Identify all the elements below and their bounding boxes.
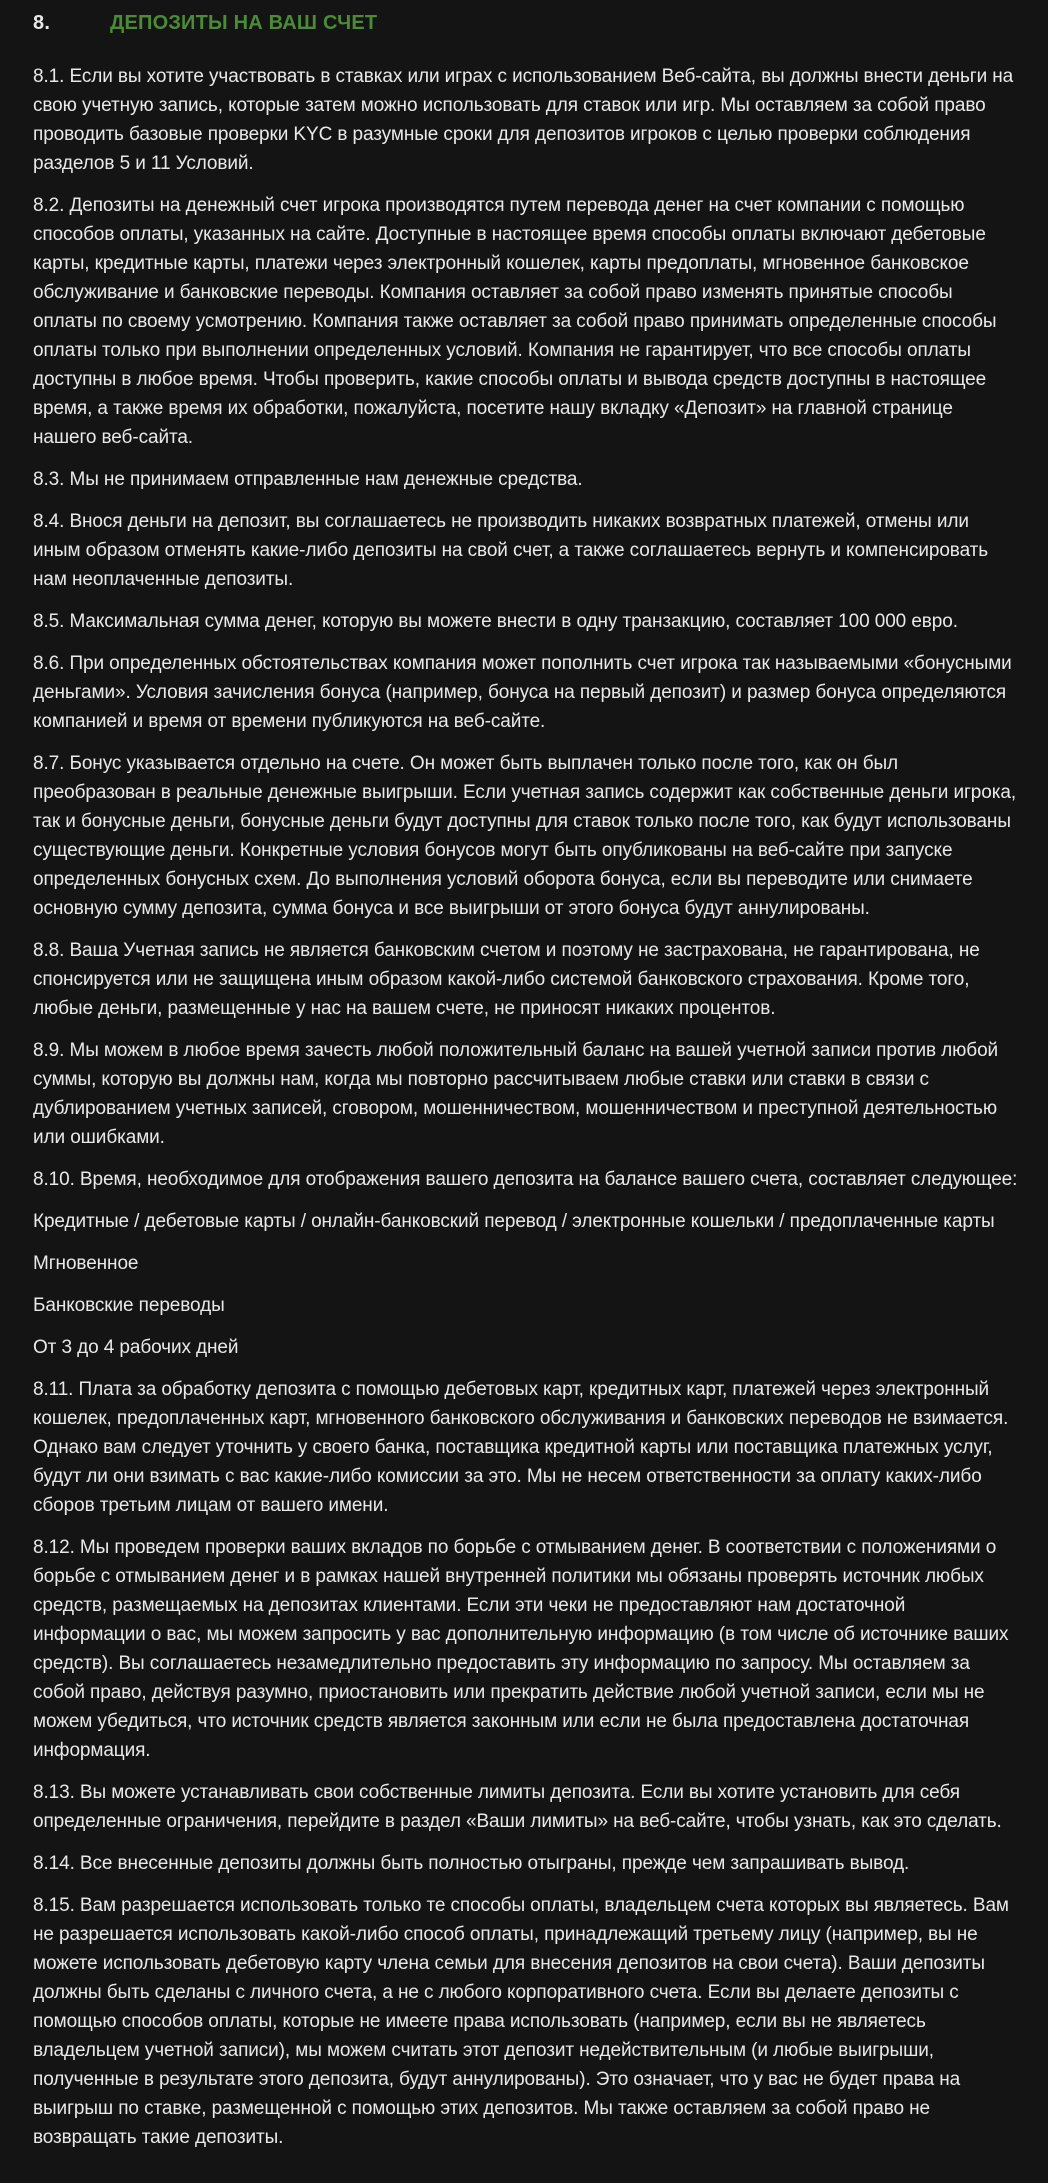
deposit-timing-instant-line: Мгновенное	[33, 1253, 139, 1274]
clause-8-11: 8.11. Плата за обработку депозита с помощью дебетовых карт, кредитных карт, платежей через электронный кошелек, предоплаченных карт, мгновенного банковского обслуживания и банковских переводов не взимается. Однако вам следует уточнить у своего банка, поставщика кредитной карты или поставщика платежных услуг, будут ли они взимать с вас какие-либо комиссии за это. Мы не несем ответственности за оплату каких-либо сборов третьим лицам от вашего имени.	[33, 1379, 1009, 1516]
clause-8-9: 8.9. Мы можем в любое время зачесть любой положительный баланс на вашей учетной записи против любой суммы, которую вы должны нам, когда мы повторно рассчитываем любые ставки или ставки в связи с дублированием учетных записей, сговором, мошенничеством, мошенничеством и преступной деятельностью или ошибками.	[33, 1040, 999, 1148]
deposit-timing-methods-line: Кредитные / дебетовые карты / онлайн-банковский перевод / электронные кошельки / предоплаченные карты	[33, 1211, 995, 1232]
section-heading	[33, 10, 1018, 36]
deposit-timing-bank-transfers-line: Банковские переводы	[33, 1295, 225, 1316]
deposit-timing-duration-line: От 3 до 4 рабочих дней	[33, 1337, 239, 1358]
clause-8-6: 8.6. При определенных обстоятельствах компания может пополнить счет игрока так называемыми «бонусными деньгами». Условия зачисления бонуса (например, бонуса на первый депозит) и размер бонуса определяются компанией и время от времени публикуются на веб-сайте.	[33, 653, 1012, 732]
clause-8-5: 8.5. Максимальная сумма денег, которую вы можете внести в одну транзакцию, составляет 100 000 евро.	[33, 611, 958, 632]
clause-8-12: 8.12. Мы проведем проверки ваших вкладов по борьбе с отмыванием денег. В соответствии с положениями о борьбе с отмыванием денег и в рамках нашей внутренней политики мы обязаны проверять источник любых средств, размещаемых на депозитах клиентами. Если эти чеки не предоставляют нам достаточной информации о вас, мы можем запросить у вас дополнительную информацию (в том числе об источнике ваших средств). Вы соглашаетесь незамедлительно предоставить эту информацию по запросу. Мы оставляем за собой право, действуя разумно, приостановить или прекратить действие любой учетной записи, если мы не можем убедиться, что источник средств является законным или если не была предоставлена достаточная информация.	[33, 1537, 1009, 1761]
clause-8-8: 8.8. Ваша Учетная запись не является банковским счетом и поэтому не застрахована, не гарантирована, не спонсируется или не защищена иным образом какой-либо системой банковского страхования. Кроме того, любые деньги, размещенные у нас на вашем счете, не приносят никаких процентов.	[33, 940, 980, 1019]
clause-8-1: 8.1. Если вы хотите участвовать в ставках или играх с использованием Веб-сайта, вы должны внести деньги на свою учетную запись, которые затем можно использовать для ставок или игр. Мы оставляем за собой право проводить базовые проверки KYC в разумные сроки для депозитов игроков с целью проверки соблюдения разделов 5 и 11 Условий.	[33, 66, 1014, 174]
clause-8-3: 8.3. Мы не принимаем отправленные нам денежные средства.	[33, 469, 583, 490]
clause-8-7: 8.7. Бонус указывается отдельно на счете. Он может быть выплачен только после того, как он был преобразован в реальные денежные выигрыши. Если учетная запись содержит как собственные деньги игрока, так и бонусные деньги, бонусные деньги будут доступны для ставок только после того, как будут использованы существующие деньги. Конкретные условия бонусов могут быть опубликованы на веб-сайте при запуске определенных бонусных схем. До выполнения условий оборота бонуса, если вы переводите или снимаете основную сумму депозита, сумма бонуса и все выигрыши от этого бонуса будут аннулированы.	[33, 753, 1017, 919]
clause-8-15: 8.15. Вам разрешается использовать только те способы оплаты, владельцем счета которых вы являетесь. Вам не разрешается использовать какой-либо способ оплаты, принадлежащий третьему лицу (например, вы не можете использовать дебетовую карту члена семьи для внесения депозитов на свои счета). Ваши депозиты должны быть сделаны с личного счета, а не с любого корпоративного счета. Если вы делаете депозиты с помощью способов оплаты, которые не имеете права использовать (например, если вы не являетесь владельцем учетной записи), мы можем считать этот депозит недействительным (и любые выигрыши, полученные в результате этого депозита, будут аннулированы). Это означает, что у вас не будет права на выигрыш по ставке, размещенной с помощью этих депозитов. Мы также оставляем за собой право не возвращать такие депозиты.	[33, 1895, 1009, 2148]
clause-8-14: 8.14. Все внесенные депозиты должны быть полностью отыграны, прежде чем запрашивать вывод.	[33, 1853, 910, 1874]
clause-8-4: 8.4. Внося деньги на депозит, вы соглашаетесь не производить никаких возвратных платежей, отмены или иным образом отменять какие-либо депозиты на свой счет, а также соглашаетесь вернуть и компенсировать нам неоплаченные депозиты.	[33, 511, 989, 590]
section-number: 8.	[33, 12, 51, 34]
clause-8-10: 8.10. Время, необходимое для отображения вашего депозита на балансе вашего счета, составляет следующее:	[33, 1169, 1018, 1190]
clause-8-13: 8.13. Вы можете устанавливать свои собственные лимиты депозита. Если вы хотите установить для себя определенные ограничения, перейдите в раздел «Ваши лимиты» на веб-сайте, чтобы узнать, как это сделать.	[33, 1782, 1002, 1832]
section-title: ДЕПОЗИТЫ НА ВАШ СЧЕТ	[110, 12, 378, 34]
clause-8-2: 8.2. Депозиты на денежный счет игрока производятся путем перевода денег на счет компании с помощью способов оплаты, указанных на сайте. Доступные в настоящее время способы оплаты включают дебетовые карты, кредитные карты, платежи через электронный кошелек, карты предоплаты, мгновенное банковское обслуживание и банковские переводы. Компания оставляет за собой право изменять принятые способы оплаты по своему усмотрению. Компания также оставляет за собой право принимать определенные способы оплаты только при выполнении определенных условий. Компания не гарантирует, что все способы оплаты доступны в любое время. Чтобы проверить, какие способы оплаты и вывода средств доступны в настоящее время, а также время их обработки, пожалуйста, посетите нашу вкладку «Депозит» на главной странице нашего веб-сайта.	[33, 195, 997, 448]
